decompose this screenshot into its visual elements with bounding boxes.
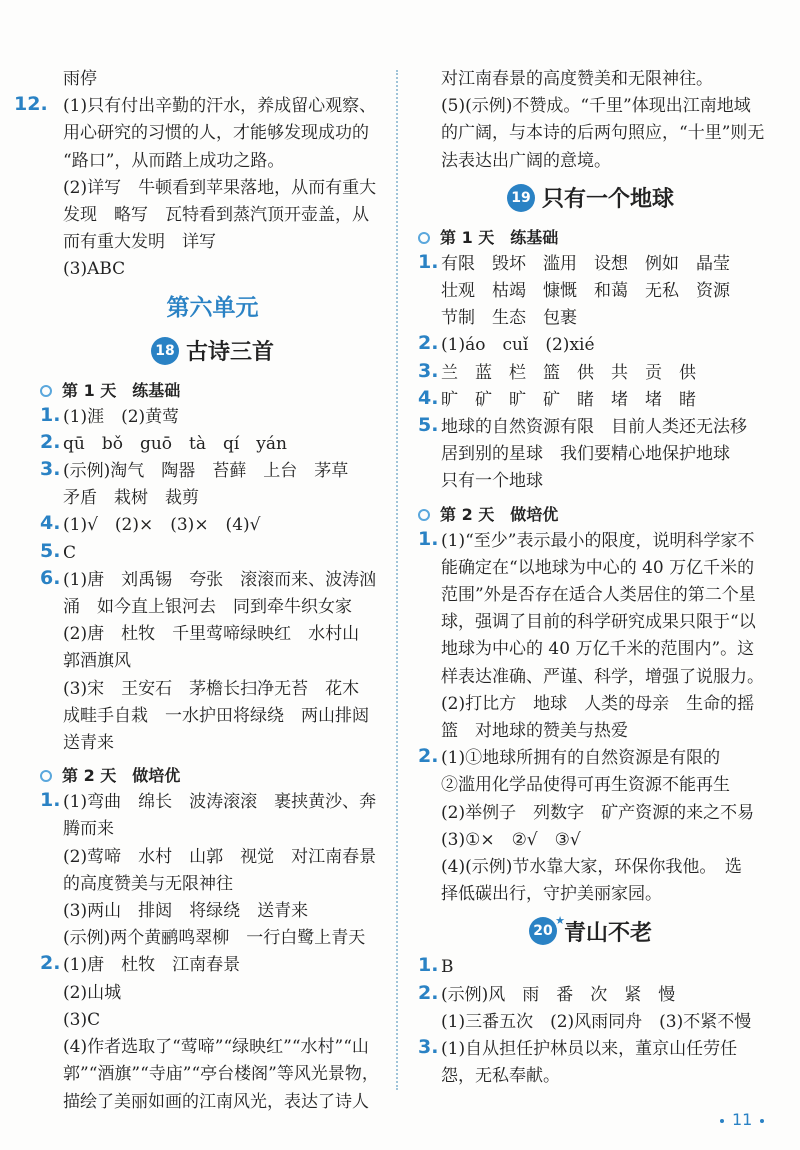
right-column (418, 66, 763, 1091)
practice-1: 1. (1)弯曲 绵长 波涛滚滚 裹挟黄沙、奔 腾而来 (2)莺啼 水村 山郭 视觉 对江南春景 的高度赞美与无限神往 (3)两山 排闼 将绿绕 送青来 (示例)两个黄鹂鸣翠柳 一行白鹭上青天 (40, 789, 377, 949)
question-5: 5. C (40, 539, 77, 563)
question-12: 12. (1)只有付出辛勤的汗水，养成留心观察、 用心研究的习惯的人，才能够发现成功的 “路口”，从而踏上成功之路。 (2)详写 牛顿看到苹果落地，从而有重大 发现 略写 瓦特看到蒸汽顶开壶盖，从 而有重大发明 详写 (3)ABC (14, 93, 377, 280)
question-2: 2. (1)áo cuǐ (2)xié (418, 332, 595, 356)
page-number: 11 (712, 1110, 772, 1129)
question-1: 1. 有限 毁坏 滥用 设想 例如 晶莹 壮观 枯竭 慷慨 和蔼 无私 资源 节制 生态 包裹 (418, 250, 730, 329)
answer-line: 法表达出广阔的意境。 (441, 150, 611, 171)
lesson-number-badge: 18 (151, 337, 179, 365)
practice-2: 2. (1)①地球所拥有的自然资源是有限的 ②滥用化学品使得可再生资源不能再生 (2)举例子 列数字 矿产资源的来之不易 (3)①× ②√ ③√ (4)(示例)节水靠大家，环保你我他。 选 择低碳出行，守护美丽家园。 (418, 745, 755, 905)
left-column (14, 66, 385, 1116)
answer-line: (5)(示例)不赞成。“千里”体现出江南地域 (441, 96, 751, 117)
question-3: 3. (1)自从担任护林员以来，董京山任劳任 怨，无私奉献。 (418, 1036, 738, 1087)
lesson-title: 青山不老 (563, 920, 652, 946)
question-number: 12. (14, 93, 48, 116)
unit-title: 第六单元 (166, 294, 259, 321)
day-heading: 第 1 天 练基础 (40, 378, 385, 404)
question-3: 3. (示例)淘气 陶器 苔藓 上台 茅草 矛盾 栽树 裁剪 (40, 458, 349, 509)
circle-icon (418, 232, 430, 244)
column-divider (396, 70, 398, 1090)
answer-line: 雨停 (63, 69, 97, 89)
lesson-number-badge: 19 (507, 184, 535, 212)
question-1: 1. B (418, 954, 454, 978)
lesson-heading-19 (418, 177, 763, 219)
lesson-title: 古诗三首 (185, 340, 274, 366)
circle-icon (418, 509, 430, 521)
question-5: 5. 地球的自然资源有限 目前人类还无法移 居到别的星球 我们要精心地保护地球 只有一个地球 (418, 414, 747, 492)
question-2: 2. qū bǒ guō tà qí yán (40, 430, 287, 454)
star-icon: ★ (555, 914, 565, 928)
day-heading: 第 2 天 做培优 (40, 763, 385, 789)
question-3: 3. 兰 蓝 栏 篮 供 共 贡 供 (418, 359, 696, 383)
answer-line: 的广阔，与本诗的后两句照应，“十里”则无 (441, 123, 765, 144)
question-6: 6. (1)唐 刘禹锡 夸张 滚滚而来、波涛汹 涌 如今直上银河去 同到牵牛织女家 (2)唐 杜牧 千里莺啼绿映红 水村山 郭酒旗风 (3)宋 王安石 茅檐长扫净无苔 花木 成畦手自栽 一水护田将绿绕 两山排闼 送青来 (40, 566, 377, 754)
dot-icon (760, 1119, 764, 1123)
practice-2: 2. (1)唐 杜牧 江南春景 (2)山城 (3)C (4)作者选取了“莺啼”“绿映红”“水村”“山 郭”“酒旗”“寺庙”“亭台楼阁”等风光景物， 描绘了美丽如画的江南风光，表达了诗人 (40, 952, 379, 1112)
day-heading: 第 2 天 做培优 (418, 502, 763, 528)
circle-icon (40, 770, 52, 782)
lesson-heading-20 (418, 910, 763, 952)
lesson-title: 只有一个地球 (541, 187, 674, 213)
practice-1: 1. (1)“至少”表示最小的限度，说明科学家不 能确定在“以地球为中心的 40 万亿千米的 范围”外是否存在适合人类居住的第二个星 球，强调了目前的科学研究成果只限于“以 地球为中心的 40 万亿千米的范围内”。这 样表达准确、严谨、科学，增强了说服力。 (2)打比方 地球 人类的母亲 生命的摇 篮 对地球的赞美与热爱 (418, 527, 764, 742)
circle-icon (40, 385, 52, 397)
question-1: 1. (1)涯 (2)黄莺 (40, 403, 180, 427)
lesson-number-badge: 20 ★ (529, 917, 557, 945)
lesson-heading-18 (40, 330, 385, 372)
answer-line: 对江南春景的高度赞美和无限神往。 (441, 69, 713, 89)
day-heading: 第 1 天 练基础 (418, 225, 763, 251)
question-4: 4. (1)√ (2)× (3)× (4)√ (40, 512, 261, 536)
question-2: 2. (示例)风 雨 番 次 紧 慢 (1)三番五次 (2)风雨同舟 (3)不紧不慢 (418, 981, 752, 1032)
question-4: 4. 旷 矿 旷 矿 睹 堵 堵 睹 (418, 386, 696, 410)
dot-icon (720, 1119, 724, 1123)
